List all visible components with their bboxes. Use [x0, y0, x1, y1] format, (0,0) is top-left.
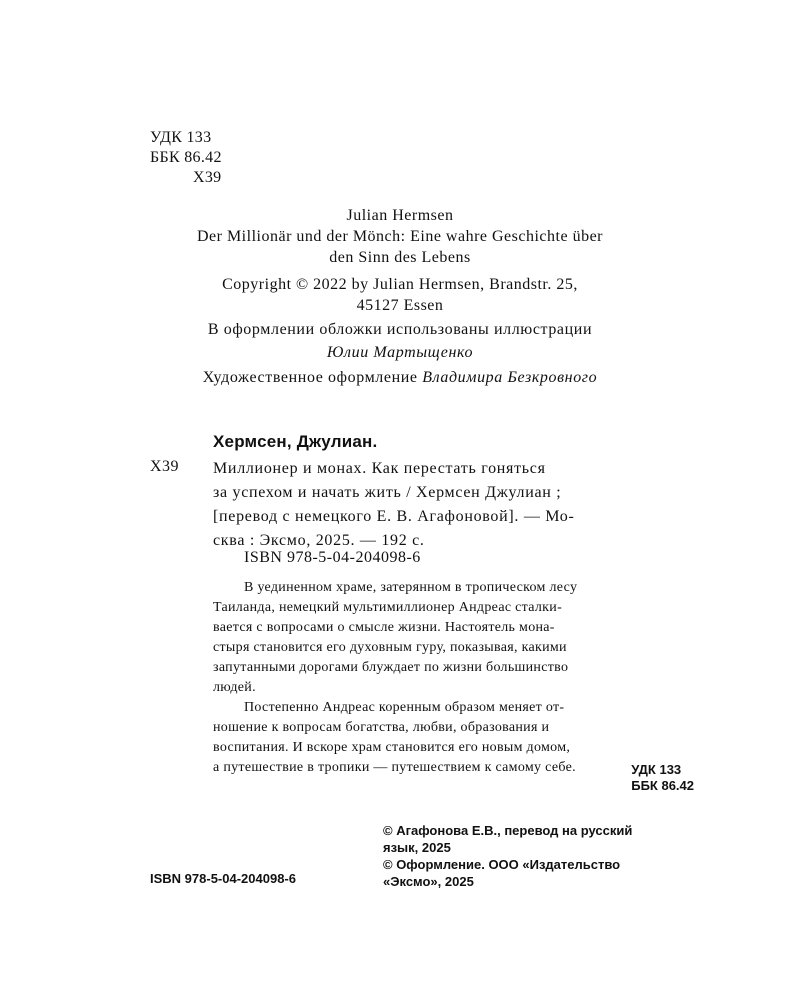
annotation-line: а путешествие в тропики — путешествием к самому себе. — [213, 760, 576, 775]
original-copyright-line-1: Copyright © 2022 by Julian Hermsen, Brandstr. 25, — [222, 276, 578, 293]
original-title-line-2: den Sinn des Lebens — [329, 249, 471, 266]
annotation-line: ношение к вопросам богатства, любви, образования и — [213, 720, 550, 735]
design-copyright-line-2: «Эксмо», 2025 — [383, 874, 474, 889]
udk-code: УДК 133 — [150, 129, 212, 146]
annotation-line: запутанными дорогами блуждает по жизни большинство — [213, 660, 569, 675]
design-copyright-line-1: © Оформление. ООО «Издательство — [383, 857, 621, 872]
catalog-author-heading: Хермсен, Джулиан. — [213, 432, 378, 451]
catalog-line-4: сква : Эксмо, 2025. — 192 с. — [213, 532, 425, 549]
annotation-line: вается с вопросами о смысле жизни. Настоятель мона- — [213, 620, 555, 635]
annotation-line: Постепенно Андреас коренным образом меняет от- — [244, 700, 565, 715]
cover-credit-line-1: В оформлении обложки использованы иллюстрации — [207, 321, 593, 338]
annotation-line: стыря становится его духовным гуру, показывая, какими — [213, 640, 567, 655]
original-author: Julian Hermsen — [346, 207, 454, 224]
catalog-line-3: [перевод с немецкого Е. В. Агафоновой]. — Мо- — [213, 508, 575, 525]
artist-credit-prefix: Художественное оформление — [202, 369, 418, 386]
artist-name: Владимира Безкровного — [422, 369, 598, 386]
annotation-line: Таиланда, немецкий мультимиллионер Андреас сталки- — [213, 600, 563, 615]
design-credits-block — [100, 318, 700, 389]
footer-classification — [631, 762, 694, 794]
original-edition-block — [100, 205, 700, 316]
bbk-code: ББК 86.42 — [150, 149, 222, 166]
annotation-block — [213, 578, 700, 778]
translation-copyright-line-1: © Агафонова Е.В., перевод на русский — [383, 823, 633, 838]
annotation-line: людей. — [213, 680, 256, 695]
cutter-code: Х39 — [193, 169, 222, 186]
annotation-line: воспитания. И вскоре храм становится его новым домом, — [213, 740, 571, 755]
annotation-line: В уединенном храме, затерянном в тропическом лесу — [244, 580, 578, 595]
cover-illustrator: Юлии Мартыщенко — [326, 344, 474, 361]
original-title-line-1: Der Millionär und der Mönch: Eine wahre Geschichte über — [196, 228, 604, 245]
copyright-notices — [383, 822, 703, 890]
catalog-isbn: ISBN 978-5-04-204098-6 — [244, 549, 421, 566]
catalog-line-1: Миллионер и монах. Как перестать гоняться — [213, 460, 546, 477]
classification-block — [150, 128, 222, 188]
artist-credit — [100, 366, 700, 389]
original-copyright-line-2: 45127 Essen — [356, 297, 444, 314]
catalog-line-2: за успехом и начать жить / Хермсен Джулиан ; — [213, 484, 562, 501]
translation-copyright-line-2: язык, 2025 — [383, 840, 451, 855]
catalog-cutter: Х39 — [150, 458, 180, 475]
footer-udk: УДК 133 — [631, 762, 682, 777]
footer-bbk: ББК 86.42 — [631, 778, 694, 793]
footer-isbn: ISBN 978-5-04-204098-6 — [150, 871, 296, 886]
catalog-description — [213, 457, 701, 553]
